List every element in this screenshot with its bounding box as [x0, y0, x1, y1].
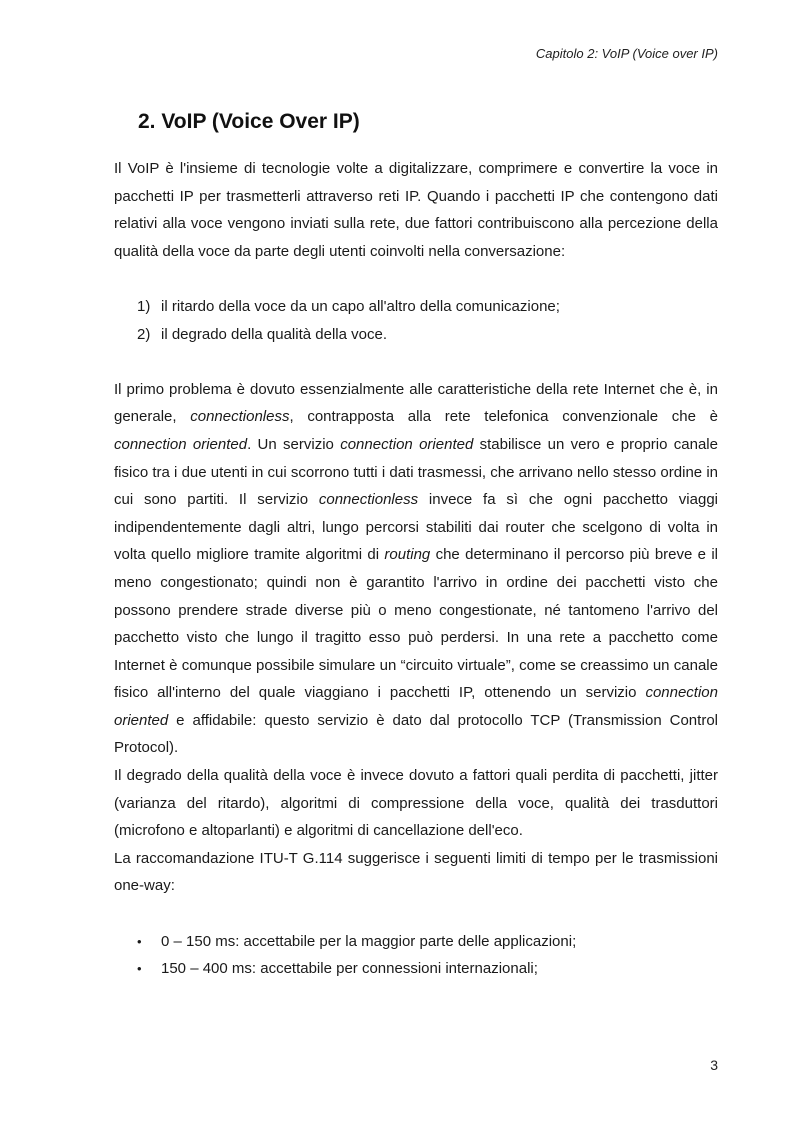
spacer: [114, 348, 718, 376]
bullet-icon: •: [137, 961, 142, 977]
emphasis-term: connection oriented: [114, 684, 718, 729]
list-item: [137, 955, 718, 983]
emphasis-term: connection oriented: [114, 435, 248, 453]
text-run: che determinano il percorso più breve e il meno congestionato; quindi non è garantito l'arrivo in ordine dei pacchetti visto che possono prendere strade diverse più o meno congestionate, né tantomeno l'arrivo del pacchetto visto che lungo il tragitto esso può perdersi. In una rete a pacchetto come Internet è comunque possibile simulare un “circuito virtuale”, come se creassimo un canale fisico all'interno del quale viaggiano i pacchetti IP, ottenendo un servizio: [114, 546, 719, 702]
text-run: stabilisce un vero e proprio canale fisico tra i due utenti in cui scorrono tutti i dati trasmessi, che arrivano nello stesso ordine in cui sono partiti. Il servizio: [114, 435, 718, 509]
emphasis-term: connection oriented: [340, 435, 474, 453]
list-item: [137, 928, 718, 956]
list-number: 1): [137, 297, 151, 315]
list-item-text: 150 – 400 ms: accettabile per connessioni internazionali;: [161, 960, 538, 978]
spacer: [114, 900, 718, 928]
list-item-text: il degrado della qualità della voce.: [161, 325, 387, 343]
list-item-text: il ritardo della voce da un capo all'altro della comunicazione;: [161, 297, 560, 315]
spacer: [114, 265, 718, 293]
bullet-icon: •: [137, 933, 142, 949]
emphasis-term: routing: [384, 546, 431, 564]
emphasis-term: connectionless: [190, 408, 290, 426]
itu-recommendation-paragraph: La raccomandazione ITU-T G.114 suggerisce i seguenti limiti di tempo per le trasmissioni one-way:: [114, 849, 718, 895]
page-number: 3: [710, 1057, 718, 1073]
list-number: 2): [137, 325, 151, 343]
quality-degradation-paragraph: Il degrado della qualità della voce è invece dovuto a fattori quali perdita di pacchetti, jitter (varianza del ritardo), algoritmi di compressione della voce, qualità dei trasduttori (microfono e altoparlanti) e algoritmi di cancellazione dell'eco.: [114, 767, 718, 840]
page-body: [114, 155, 718, 983]
network-problem-paragraph: [114, 376, 718, 762]
list-item: [137, 293, 718, 321]
intro-paragraph: Il VoIP è l'insieme di tecnologie volte a digitalizzare, comprimere e convertire la voce in pacchetti IP per trasmetterli attraverso reti IP. Quando i pacchetti IP che contengono dati relativi alla voce vengono inviati sulla rete, due fattori contribuiscono alla percezione della qualità della voce da parte degli utenti coinvolti nella conversazione:: [114, 160, 718, 260]
text-run: e affidabile: questo servizio è dato dal protocollo TCP (Transmission Control Protocol).: [114, 711, 718, 757]
quality-factors-list: [114, 293, 718, 348]
chapter-title: 2. VoIP (Voice Over IP): [138, 110, 360, 133]
text-run: , contrapposta alla rete telefonica convenzionale che è: [289, 408, 718, 426]
text-run: invece fa sì che ogni pacchetto viaggi indipendentemente dagli altri, lungo percorsi stabiliti dai router che scelgono di volta in volta quello migliore tramite algoritmi di: [114, 491, 718, 564]
text-run: Il primo problema è dovuto essenzialmente alle caratteristiche della rete Internet che è, in generale,: [114, 380, 718, 426]
text-run: . Un servizio: [247, 435, 341, 453]
running-header: Capitolo 2: VoIP (Voice over IP): [535, 46, 718, 61]
list-item: [137, 321, 718, 349]
list-item-text: 0 – 150 ms: accettabile per la maggior parte delle applicazioni;: [161, 932, 577, 950]
emphasis-term: connectionless: [318, 491, 419, 509]
delay-limits-list: [114, 928, 718, 983]
